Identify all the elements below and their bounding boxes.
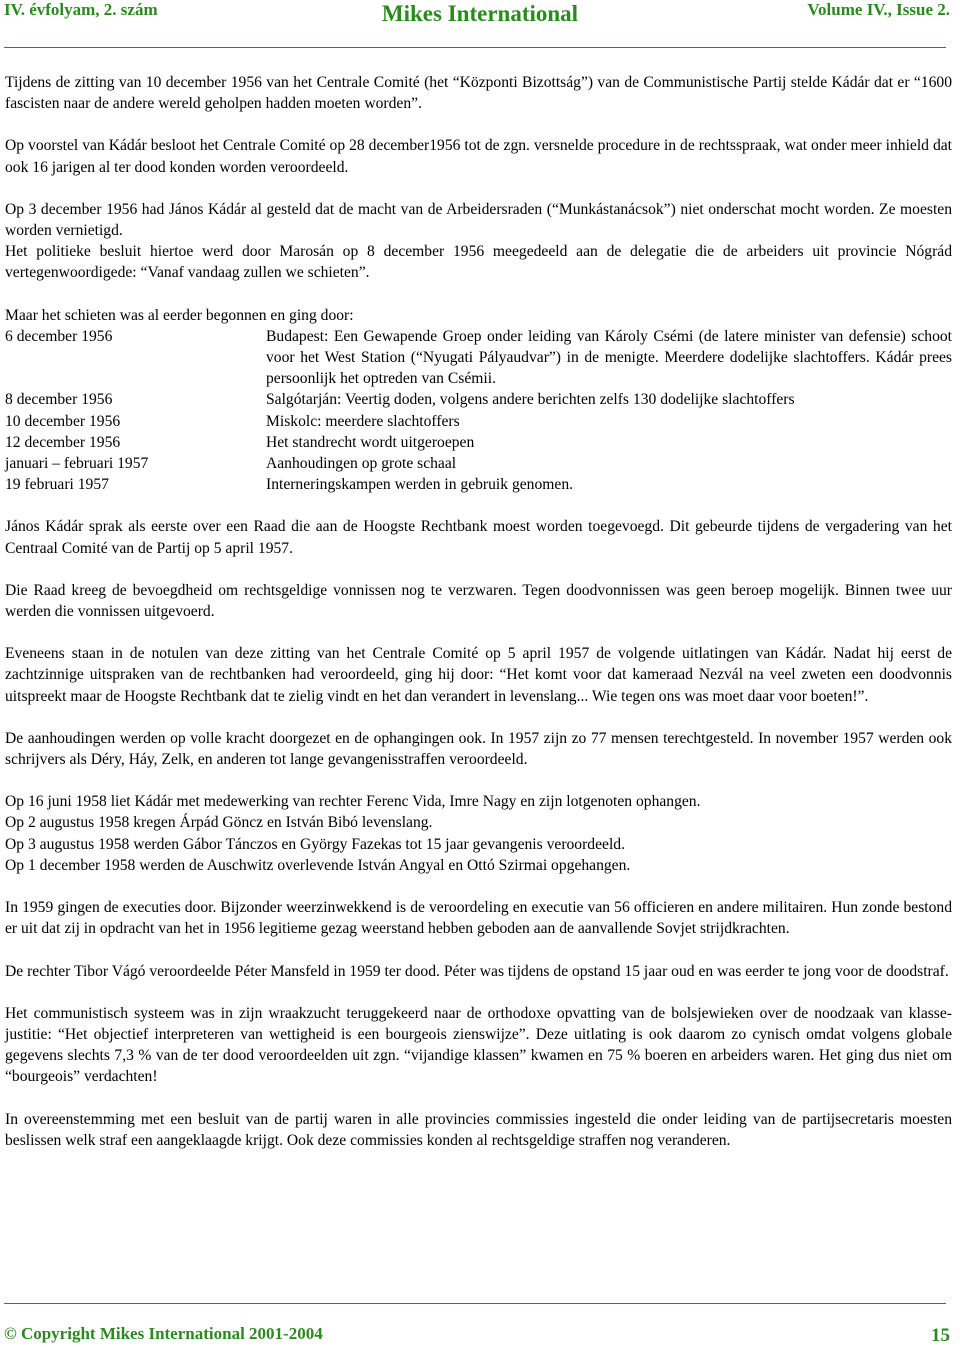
timeline-event: Budapest: Een Gewapende Groep onder leiding van Károly Csémi (de latere minister van defensie) schoot voor het West Station (“Nyugati Pályaudvar”) in de menigte. Meerdere dodelijke slachtoffers. Kádár prees persoonlijk het optreden van Csémii. [266, 327, 952, 388]
timeline-row [5, 326, 952, 390]
timeline-date: 8 december 1956 [5, 391, 113, 409]
paragraph: Op voorstel van Kádár besloot het Centrale Comité op 28 december1956 tot de zgn. versnelde procedure in de rechtsspraak, wat onder meer inhield dat ook 16 jarigen al ter dood konden worden veroordeeld. [5, 137, 952, 176]
paragraph: Die Raad kreeg de bevoegdheid om rechtsgeldige vonnissen nog te verzwaren. Tegen doodvonnissen was geen beroep mogelijk. Binnen twee uur werden die vonnissen uitgevoerd. [5, 581, 952, 621]
article-body [5, 72, 952, 1151]
paragraph: In 1959 gingen de executies door. Bijzonder weerzinwekkend is de veroordeling en executie van 56 officieren en andere militairen. Hun zonde bestond er uit dat zij in opdracht van het in 1956 legitieme gezag weerstand hebben geboden aan de aanvallende Sovjet strijdkrachten. [5, 899, 952, 938]
timeline-date: 19 februari 1957 [5, 476, 109, 494]
timeline-date: 12 december 1956 [5, 433, 121, 451]
timeline-event: Salgótarján: Veertig doden, volgens andere berichten zelfs 130 dodelijke slachtoffers [266, 391, 795, 409]
paragraph: János Kádár sprak als eerste over een Raad die aan de Hoogste Rechtbank moest worden toegevoegd. Dit gebeurde tijdens de vergadering van het Centraal Comité van de Partij op 5 april 1957. [5, 518, 952, 557]
header-divider [4, 47, 946, 48]
paragraph: Op 3 december 1956 had János Kádár al gesteld dat de macht van de Arbeidersraden (“Munkástanácsok”) niet onderschat mocht worden. Ze moesten worden vernietigd. [5, 200, 952, 240]
paragraph: Op 16 juni 1958 liet Kádár met medewerking van rechter Ferenc Vida, Imre Nagy en zijn lotgenoten ophangen. [5, 793, 701, 811]
timeline-row [5, 474, 952, 495]
paragraph: In overeenstemming met een besluit van de partij waren in alle provincies commissies ingesteld die onder leiding van de partijsecretaris moesten beslissen welk straf een aangeklaagde krijgt. Ook deze commissies konden al rechtsgeldige straffen nog veranderen. [5, 1110, 952, 1149]
timeline-date: 6 december 1956 [5, 327, 113, 345]
timeline-event: Aanhoudingen op grote schaal [266, 455, 457, 473]
timeline-row [5, 411, 952, 432]
paragraph: De aanhoudingen werden op volle kracht doorgezet en de ophangingen ook. In 1957 zijn zo 77 mensen terechtgesteld. In november 1957 werden ook schrijvers als Déry, Háy, Zelk, en anderen tot lange gevangenisstraffen veroordeeld. [5, 729, 952, 769]
publication-title: Mikes International [381, 1, 579, 26]
paragraph: Het communistisch systeem was in zijn wraakzucht teruggekeerd naar de orthodoxe opvatting van de bolsjewieken over de noodzaak van klasse-justitie: “Het objectief interpreteren van wettigheid is een bourgeois zienswijze”. Deze uitlating is ook daarom zo cynisch omdat volgens globale gegevens slechts 7,3 % van de ter dood veroordeelden uit zgn. “vijandige klassen” kwamen en 75 % boeren en arbeiders waren. Het ging dus niet om “bourgeois” verdachten! [5, 1004, 952, 1086]
paragraph: De rechter Tibor Vágó veroordeelde Péter Mansfeld in 1959 ter dood. Péter was tijdens de opstand 15 jaar oud en was eerder te jong voor de doodstraf. [5, 962, 949, 980]
timeline-row [5, 432, 952, 453]
paragraph: Op 2 augustus 1958 kregen Árpád Göncz en István Bibó levenslang. [5, 814, 433, 832]
paragraph: Tijdens de zitting van 10 december 1956 van het Centrale Comité (het “Központi Bizottság”) van de Communistische Partij stelde Kádár dat er “1600 fascisten naar de andere wereld geholpen hadden moeten worden”. [5, 74, 952, 113]
paragraph: Eveneens staan in de notulen van deze zitting van het Centrale Comité op 5 april 1957 de volgende uitlatingen van Kádár. Nadat hij eerst de zachtzinnige uitspraken van de rechtbanken had veroordeeld, ging hij door: “Het komt voor dat kameraad Nezvál na veel zweten een doodvonnis uitspreekt maar de Hoogste Rechtbank dat te zielig vindt en het dan verandert in levenslang... Wie tegen ons was moet daar voor boeten!”. [5, 645, 952, 705]
paragraph: Het politieke besluit hiertoe werd door Marosán op 8 december 1956 meegedeeld aan de delegatie die de arbeiders uit provincie Nógrád vertegenwoordigede: “Vanaf vandaag zullen we schieten”. [5, 243, 952, 282]
timeline-date: januari – februari 1957 [5, 455, 149, 473]
timeline-event: Miskolc: meerdere slachtoffers [266, 412, 460, 430]
timeline-row [5, 453, 952, 474]
timeline-table [5, 326, 952, 496]
paragraph: Op 3 augustus 1958 werden Gábor Tánczos en György Fazekas tot 15 jaar gevangenis veroordeeld. [5, 835, 625, 853]
timeline-date: 10 december 1956 [5, 412, 121, 430]
page-number: 15 [931, 1325, 950, 1346]
copyright-notice: © Copyright Mikes International 2001-2004 [4, 1324, 323, 1343]
paragraph: Op 1 december 1958 werden de Auschwitz overlevende István Angyal en Ottó Szirmai opgehangen. [5, 856, 631, 874]
timeline-event: Het standrecht wordt uitgeroepen [266, 433, 475, 451]
issue-label-hungarian: IV. évfolyam, 2. szám [4, 0, 158, 19]
paragraph: Maar het schieten was al eerder begonnen en ging door: [5, 306, 354, 324]
timeline-event: Interneringskampen werden in gebruik genomen. [266, 476, 574, 494]
issue-label-english: Volume IV., Issue 2. [807, 0, 950, 19]
timeline-row [5, 389, 952, 410]
footer-divider [4, 1303, 946, 1304]
